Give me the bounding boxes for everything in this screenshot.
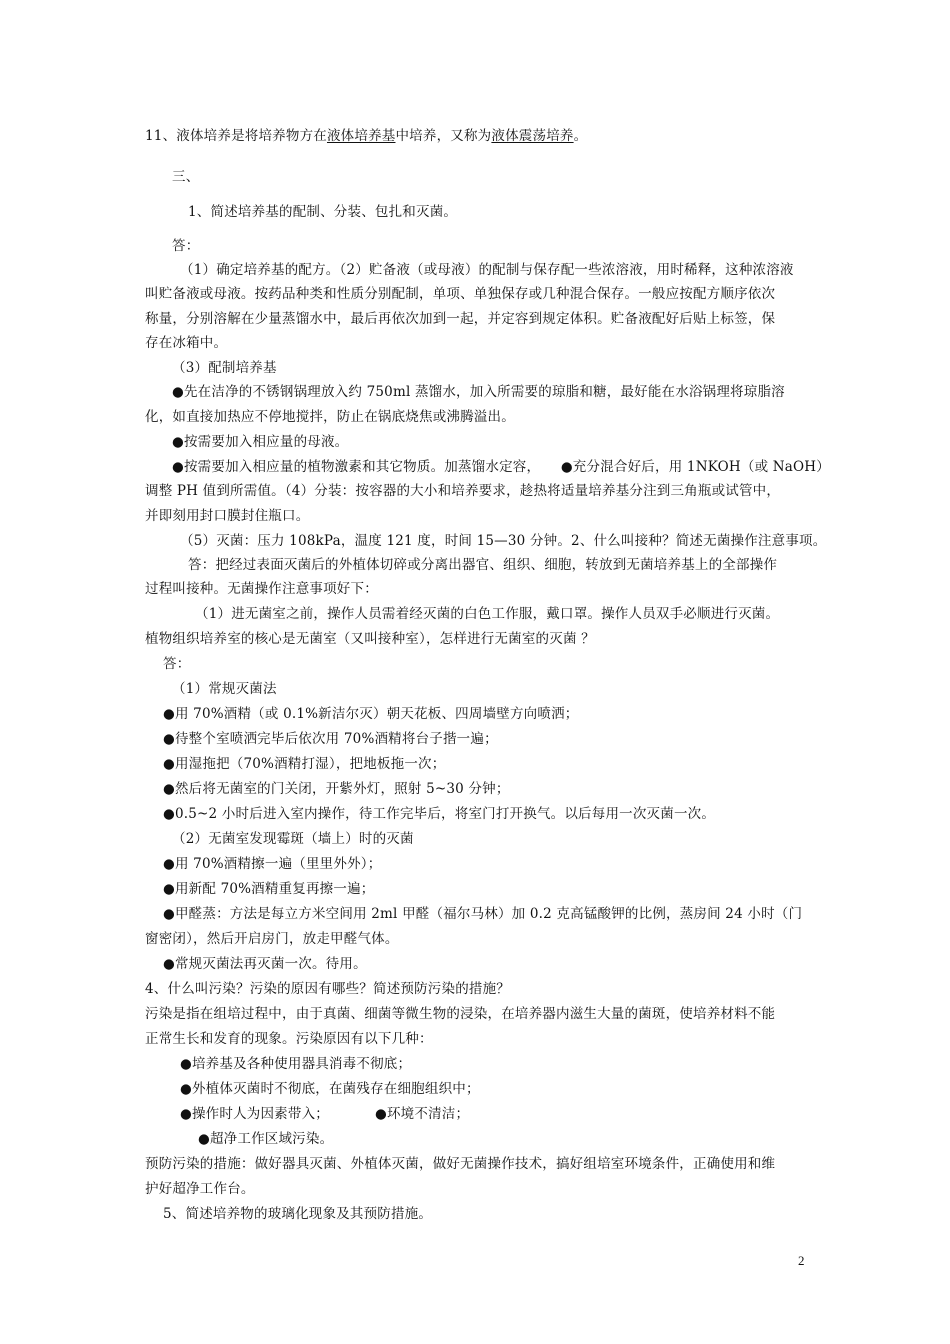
q11-term-shaking-culture: 液体震荡培养 [491, 128, 574, 144]
q11-middle: 中培养，又称为 [395, 128, 492, 144]
formaldehyde-line2: 窗密闭），然后开启房门，放走甲醛气体。 [145, 931, 399, 947]
answer-label-3: 答： [163, 656, 191, 672]
sterile-rule-1: （1）进无菌室之前，操作人员需着经灭菌的白色工作服，戴口罩。操作人员双手必顺进行灭菌。 [195, 606, 780, 622]
para1-line2: 叫贮备液或母液。按药品种类和性质分别配制，单项、单独保存或几种混合保存。一般应按配方顺序依次 [145, 286, 776, 302]
method1-label: （1）常规灭菌法 [172, 681, 277, 697]
contamination-definition-line2: 正常生长和发育的现象。污染原因有以下几种： [145, 1031, 433, 1047]
para1-line1: （1）确定培养基的配方。（2）贮备液（或母液）的配制与保存配一些浓溶液，用时稀释，这种浓溶液 [180, 262, 794, 278]
method1-item: ●0.5~2 小时后进入室内操作，待工作完毕后，将室门打开换气。以后每用一次灭菌一次。 [163, 806, 716, 822]
q11-prefix: 11、液体培养是将培养物方在 [145, 128, 327, 144]
bullet-c-line1: ●按需要加入相应量的植物激素和其它物质。加蒸馏水定容， ●充分混合好后，用 1NKOH（或 NaOH） [172, 459, 830, 475]
prevention-line2: 护好超净工作台。 [145, 1181, 255, 1197]
method2-label: （2）无菌室发现霉斑（墙上）时的灭菌 [172, 831, 414, 847]
para1-line3: 称量，分别溶解在少量蒸馏水中，最后再依次加到一起，并定容到规定体积。贮备液配好后贴上标签，保 [145, 311, 776, 327]
method1-item: ●用湿拖把（70%酒精打湿），把地板拖一次； [163, 756, 446, 772]
step5-and-question-2: （5）灭菌：压力 108kPa，温度 121 度，时间 15—30 分钟。2、什么叫接种？简述无菌操作注意事项。 [180, 533, 827, 549]
contamination-definition-line1: 污染是指在组培过程中，由于真菌、细菌等微生物的浸染，在培养器内滋生大量的菌斑，使培养材料不能 [145, 1006, 776, 1022]
bullet-a-line1: ●先在洁净的不锈钢锅理放入约 750ml 蒸馏水，加入所需要的琼脂和糖，最好能在水浴锅理将琼脂溶 [172, 384, 785, 400]
cause-item: ●超净工作区域污染。 [198, 1131, 334, 1147]
answer-2-line1: 答：把经过表面灭菌后的外植体切碎或分离出器官、组织、细胞，转放到无菌培养基上的全部操作 [188, 557, 778, 573]
section-three-heading: 三、 [172, 169, 200, 185]
bullet-a-line2: 化，如直接加热应不停地搅拌，防止在锅底烧焦或沸腾溢出。 [145, 409, 515, 425]
question-5-title: 5、简述培养物的玻璃化现象及其预防措施。 [163, 1206, 433, 1222]
method2-item: ●用 70%酒精擦一遍（里里外外）； [163, 856, 382, 872]
prevention-line1: 预防污染的措施：做好器具灭菌、外植体灭菌，做好无菌操作技术，搞好组培室环境条件，正确使用和维 [145, 1156, 776, 1172]
regular-sterilize-again: ●常规灭菌法再灭菌一次。待用。 [163, 956, 367, 972]
question-1-title: 1、简述培养基的配制、分装、包扎和灭菌。 [188, 204, 458, 220]
formaldehyde-line1: ●甲醛蒸：方法是每立方米空间用 2ml 甲醛（福尔马林）加 0.2 克高锰酸钾的比例，蒸房间 24 小时（门 [163, 906, 803, 922]
q11-suffix: 。 [573, 128, 588, 144]
cause-item: ●操作时人为因素带入； [180, 1106, 329, 1122]
answer-2-line2: 过程叫接种。无菌操作注意事项好下： [145, 581, 378, 597]
q11-term-liquid-medium: 液体培养基 [326, 128, 396, 144]
step3-label: （3）配制培养基 [172, 360, 277, 376]
bullet-c-line3: 并即刻用封口膜封住瓶口。 [145, 508, 310, 524]
cause-item: ●环境不清洁； [375, 1106, 470, 1122]
method1-item: ●待整个室喷洒完毕后依次用 70%酒精将台子揩一遍； [163, 731, 498, 747]
answer-label-1: 答： [172, 238, 200, 254]
method2-item: ●用新配 70%酒精重复再擦一遍； [163, 881, 375, 897]
para1-line4: 存在冰箱中。 [145, 335, 228, 351]
bullet-c-line2: 调整 PH 值到所需值。（4）分装：按容器的大小和培养要求，趁热将适量培养基分注到三角瓶或试管中， [145, 483, 781, 499]
page-number: 2 [798, 1253, 805, 1268]
question-11 [145, 127, 587, 145]
cause-item: ●外植体灭菌时不彻底，在菌残存在细胞组织中； [180, 1081, 480, 1097]
question-4-title: 4、什么叫污染？污染的原因有哪些？简述预防污染的措施？ [145, 981, 510, 997]
method1-item: ●然后将无菌室的门关闭，开紫外灯，照射 5~30 分钟； [163, 781, 510, 797]
bullet-b: ●按需要加入相应量的母液。 [172, 434, 349, 450]
cause-item: ●培养基及各种使用器具消毒不彻底； [180, 1056, 412, 1072]
method1-item: ●用 70%酒精（或 0.1%新洁尔灭）朝天花板、四周墙壁方向喷洒； [163, 706, 579, 722]
question-3-title: 植物组织培养室的核心是无菌室（又叫接种室），怎样进行无菌室的灭菌 ？ [145, 631, 595, 647]
